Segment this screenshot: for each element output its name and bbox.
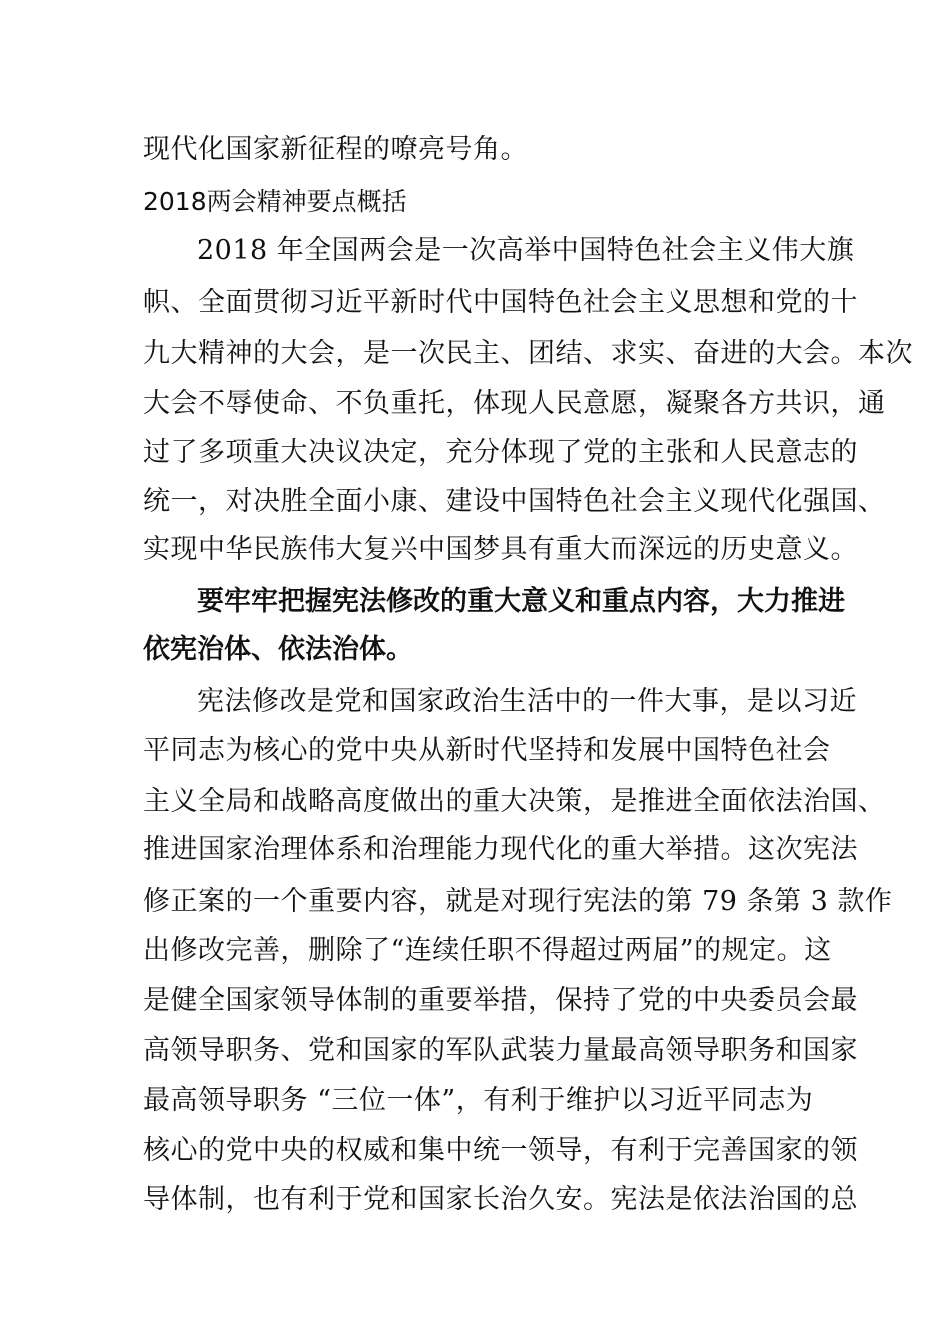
text-line: 主义全局和战略高度做出的重大决策，是推进全面依法治国、 [143,786,886,817]
text-line: 实现中华民族伟大复兴中国梦具有重大而深远的历史意义。 [143,534,858,565]
text-line: 宪法修改是党和国家政治生活中的一件大事，是以习近 [197,686,857,717]
text-line: 推进国家治理体系和治理能力现代化的重大举措。这次宪法 [143,834,858,865]
text-line: 最高领导职务 “三位一体”，有利于维护以习近平同志为 [143,1085,814,1116]
text-line: 统一，对决胜全面小康、建设中国特色社会主义现代化强国、 [143,486,886,517]
section-heading: 2018两会精神要点概括 [143,187,407,216]
text-line: 现代化国家新征程的嘹亮号角。 [143,134,528,165]
text-line: 大会不辱使命、不负重托，体现人民意愿，凝聚各方共识，通 [143,388,886,419]
bold-heading-line: 依宪治体、依法治体。 [143,634,413,665]
text-line: 修正案的一个重要内容，就是对现行宪法的第 79 条第 3 款作 [143,886,893,917]
text-line: 导体制，也有利于党和国家长治久安。宪法是依法治国的总 [143,1184,858,1215]
text-line: 出修改完善，删除了“连续任职不得超过两届”的规定。这 [143,935,832,966]
text-line: 核心的党中央的权威和集中统一领导，有利于完善国家的领 [143,1135,858,1166]
text-line: 平同志为核心的党中央从新时代坚持和发展中国特色社会 [143,735,831,766]
bold-heading-line: 要牢牢把握宪法修改的重大意义和重点内容，大力推进 [197,586,845,617]
text-line: 2018 年全国两会是一次高举中国特色社会主义伟大旗 [197,235,855,266]
text-line: 帜、全面贯彻习近平新时代中国特色社会主义思想和党的十 [143,287,858,318]
text-line: 过了多项重大决议决定，充分体现了党的主张和人民意志的 [143,437,858,468]
text-line: 是健全国家领导体制的重要举措，保持了党的中央委员会最 [143,985,858,1016]
text-line: 高领导职务、党和国家的军队武装力量最高领导职务和国家 [143,1035,858,1066]
text-line: 九大精神的大会，是一次民主、团结、求实、奋进的大会。本次 [143,338,913,369]
